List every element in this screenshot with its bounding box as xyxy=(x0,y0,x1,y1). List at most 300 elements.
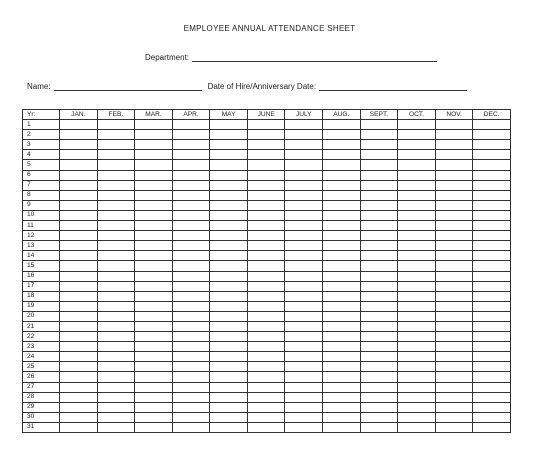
attendance-cell[interactable] xyxy=(60,221,98,231)
attendance-cell[interactable] xyxy=(285,170,323,180)
attendance-cell[interactable] xyxy=(435,352,473,362)
attendance-cell[interactable] xyxy=(247,150,285,160)
attendance-cell[interactable] xyxy=(60,241,98,251)
attendance-cell[interactable] xyxy=(60,352,98,362)
attendance-cell[interactable] xyxy=(210,392,248,402)
attendance-cell[interactable] xyxy=(323,291,361,301)
attendance-cell[interactable] xyxy=(435,231,473,241)
attendance-cell[interactable] xyxy=(435,362,473,372)
attendance-cell[interactable] xyxy=(398,402,436,412)
attendance-cell[interactable] xyxy=(398,301,436,311)
attendance-cell[interactable] xyxy=(97,342,135,352)
attendance-cell[interactable] xyxy=(473,251,511,261)
attendance-cell[interactable] xyxy=(135,200,173,210)
attendance-cell[interactable] xyxy=(360,200,398,210)
attendance-cell[interactable] xyxy=(473,231,511,241)
attendance-cell[interactable] xyxy=(135,392,173,402)
attendance-cell[interactable] xyxy=(398,170,436,180)
attendance-cell[interactable] xyxy=(97,130,135,140)
attendance-cell[interactable] xyxy=(473,362,511,372)
attendance-cell[interactable] xyxy=(172,261,210,271)
attendance-cell[interactable] xyxy=(285,402,323,412)
attendance-cell[interactable] xyxy=(210,321,248,331)
attendance-cell[interactable] xyxy=(247,291,285,301)
attendance-cell[interactable] xyxy=(135,261,173,271)
attendance-cell[interactable] xyxy=(172,170,210,180)
attendance-cell[interactable] xyxy=(285,150,323,160)
attendance-cell[interactable] xyxy=(247,342,285,352)
attendance-cell[interactable] xyxy=(285,271,323,281)
attendance-cell[interactable] xyxy=(398,241,436,251)
attendance-cell[interactable] xyxy=(398,311,436,321)
attendance-cell[interactable] xyxy=(435,412,473,422)
attendance-cell[interactable] xyxy=(285,291,323,301)
attendance-cell[interactable] xyxy=(210,241,248,251)
attendance-cell[interactable] xyxy=(210,170,248,180)
attendance-cell[interactable] xyxy=(210,402,248,412)
attendance-cell[interactable] xyxy=(210,382,248,392)
attendance-cell[interactable] xyxy=(360,422,398,432)
attendance-cell[interactable] xyxy=(285,301,323,311)
attendance-cell[interactable] xyxy=(210,342,248,352)
attendance-cell[interactable] xyxy=(473,130,511,140)
attendance-cell[interactable] xyxy=(97,120,135,130)
attendance-cell[interactable] xyxy=(398,140,436,150)
attendance-cell[interactable] xyxy=(172,392,210,402)
attendance-cell[interactable] xyxy=(172,210,210,220)
attendance-cell[interactable] xyxy=(97,140,135,150)
attendance-cell[interactable] xyxy=(60,200,98,210)
attendance-cell[interactable] xyxy=(210,160,248,170)
attendance-cell[interactable] xyxy=(398,362,436,372)
attendance-cell[interactable] xyxy=(97,311,135,321)
attendance-cell[interactable] xyxy=(435,281,473,291)
attendance-cell[interactable] xyxy=(360,221,398,231)
attendance-cell[interactable] xyxy=(97,392,135,402)
attendance-cell[interactable] xyxy=(360,392,398,402)
attendance-cell[interactable] xyxy=(323,160,361,170)
attendance-cell[interactable] xyxy=(435,372,473,382)
attendance-cell[interactable] xyxy=(435,301,473,311)
attendance-cell[interactable] xyxy=(210,210,248,220)
attendance-cell[interactable] xyxy=(210,231,248,241)
attendance-cell[interactable] xyxy=(323,352,361,362)
attendance-cell[interactable] xyxy=(97,281,135,291)
attendance-cell[interactable] xyxy=(473,422,511,432)
attendance-cell[interactable] xyxy=(285,332,323,342)
attendance-cell[interactable] xyxy=(435,382,473,392)
name-input-line[interactable] xyxy=(54,82,202,91)
attendance-cell[interactable] xyxy=(135,362,173,372)
attendance-cell[interactable] xyxy=(247,160,285,170)
attendance-cell[interactable] xyxy=(60,412,98,422)
attendance-cell[interactable] xyxy=(360,120,398,130)
attendance-cell[interactable] xyxy=(247,140,285,150)
attendance-cell[interactable] xyxy=(60,362,98,372)
attendance-cell[interactable] xyxy=(247,372,285,382)
attendance-cell[interactable] xyxy=(97,301,135,311)
attendance-cell[interactable] xyxy=(285,231,323,241)
attendance-cell[interactable] xyxy=(435,241,473,251)
attendance-cell[interactable] xyxy=(360,210,398,220)
attendance-cell[interactable] xyxy=(435,422,473,432)
attendance-cell[interactable] xyxy=(435,291,473,301)
attendance-cell[interactable] xyxy=(210,301,248,311)
attendance-cell[interactable] xyxy=(398,180,436,190)
attendance-cell[interactable] xyxy=(172,120,210,130)
attendance-cell[interactable] xyxy=(473,261,511,271)
attendance-cell[interactable] xyxy=(360,251,398,261)
attendance-cell[interactable] xyxy=(323,332,361,342)
attendance-cell[interactable] xyxy=(323,130,361,140)
attendance-cell[interactable] xyxy=(247,210,285,220)
attendance-cell[interactable] xyxy=(360,382,398,392)
attendance-cell[interactable] xyxy=(135,402,173,412)
attendance-cell[interactable] xyxy=(97,332,135,342)
attendance-cell[interactable] xyxy=(247,221,285,231)
attendance-cell[interactable] xyxy=(323,190,361,200)
attendance-cell[interactable] xyxy=(135,241,173,251)
attendance-cell[interactable] xyxy=(360,291,398,301)
attendance-cell[interactable] xyxy=(172,200,210,210)
attendance-cell[interactable] xyxy=(97,150,135,160)
attendance-cell[interactable] xyxy=(247,402,285,412)
attendance-cell[interactable] xyxy=(247,231,285,241)
attendance-cell[interactable] xyxy=(285,140,323,150)
attendance-cell[interactable] xyxy=(172,372,210,382)
attendance-cell[interactable] xyxy=(247,130,285,140)
attendance-cell[interactable] xyxy=(398,392,436,402)
attendance-cell[interactable] xyxy=(435,251,473,261)
attendance-cell[interactable] xyxy=(135,271,173,281)
attendance-cell[interactable] xyxy=(473,170,511,180)
attendance-cell[interactable] xyxy=(435,332,473,342)
attendance-cell[interactable] xyxy=(247,352,285,362)
attendance-cell[interactable] xyxy=(135,332,173,342)
attendance-cell[interactable] xyxy=(135,160,173,170)
attendance-cell[interactable] xyxy=(323,140,361,150)
attendance-cell[interactable] xyxy=(210,271,248,281)
attendance-cell[interactable] xyxy=(398,120,436,130)
attendance-cell[interactable] xyxy=(210,281,248,291)
attendance-cell[interactable] xyxy=(135,412,173,422)
attendance-cell[interactable] xyxy=(210,120,248,130)
attendance-cell[interactable] xyxy=(135,150,173,160)
attendance-cell[interactable] xyxy=(323,210,361,220)
attendance-cell[interactable] xyxy=(60,210,98,220)
attendance-cell[interactable] xyxy=(285,190,323,200)
attendance-cell[interactable] xyxy=(285,342,323,352)
attendance-cell[interactable] xyxy=(97,241,135,251)
attendance-cell[interactable] xyxy=(473,342,511,352)
attendance-cell[interactable] xyxy=(285,261,323,271)
attendance-cell[interactable] xyxy=(247,321,285,331)
attendance-cell[interactable] xyxy=(172,301,210,311)
attendance-cell[interactable] xyxy=(323,311,361,321)
attendance-cell[interactable] xyxy=(435,200,473,210)
attendance-cell[interactable] xyxy=(60,311,98,321)
attendance-cell[interactable] xyxy=(97,412,135,422)
attendance-cell[interactable] xyxy=(97,291,135,301)
attendance-cell[interactable] xyxy=(172,140,210,150)
attendance-cell[interactable] xyxy=(435,261,473,271)
attendance-cell[interactable] xyxy=(323,120,361,130)
attendance-cell[interactable] xyxy=(60,150,98,160)
attendance-cell[interactable] xyxy=(247,190,285,200)
attendance-cell[interactable] xyxy=(60,301,98,311)
attendance-cell[interactable] xyxy=(398,190,436,200)
attendance-cell[interactable] xyxy=(435,150,473,160)
attendance-cell[interactable] xyxy=(135,291,173,301)
attendance-cell[interactable] xyxy=(398,332,436,342)
attendance-cell[interactable] xyxy=(398,342,436,352)
attendance-cell[interactable] xyxy=(398,221,436,231)
attendance-cell[interactable] xyxy=(398,382,436,392)
attendance-cell[interactable] xyxy=(473,271,511,281)
attendance-cell[interactable] xyxy=(172,180,210,190)
attendance-cell[interactable] xyxy=(60,332,98,342)
attendance-cell[interactable] xyxy=(97,221,135,231)
attendance-cell[interactable] xyxy=(60,342,98,352)
attendance-cell[interactable] xyxy=(473,382,511,392)
attendance-cell[interactable] xyxy=(97,261,135,271)
attendance-cell[interactable] xyxy=(135,231,173,241)
attendance-cell[interactable] xyxy=(398,321,436,331)
attendance-cell[interactable] xyxy=(360,130,398,140)
attendance-cell[interactable] xyxy=(60,231,98,241)
attendance-cell[interactable] xyxy=(323,200,361,210)
attendance-cell[interactable] xyxy=(210,140,248,150)
attendance-cell[interactable] xyxy=(473,210,511,220)
attendance-cell[interactable] xyxy=(323,271,361,281)
attendance-cell[interactable] xyxy=(97,231,135,241)
attendance-cell[interactable] xyxy=(323,221,361,231)
attendance-cell[interactable] xyxy=(285,251,323,261)
attendance-cell[interactable] xyxy=(210,372,248,382)
attendance-cell[interactable] xyxy=(172,402,210,412)
attendance-cell[interactable] xyxy=(360,271,398,281)
attendance-cell[interactable] xyxy=(285,311,323,321)
attendance-cell[interactable] xyxy=(172,342,210,352)
attendance-cell[interactable] xyxy=(210,190,248,200)
attendance-cell[interactable] xyxy=(210,261,248,271)
attendance-cell[interactable] xyxy=(210,291,248,301)
attendance-cell[interactable] xyxy=(135,382,173,392)
attendance-cell[interactable] xyxy=(172,281,210,291)
attendance-cell[interactable] xyxy=(60,251,98,261)
attendance-cell[interactable] xyxy=(323,261,361,271)
attendance-cell[interactable] xyxy=(135,301,173,311)
attendance-cell[interactable] xyxy=(135,140,173,150)
attendance-cell[interactable] xyxy=(435,170,473,180)
attendance-cell[interactable] xyxy=(60,271,98,281)
attendance-cell[interactable] xyxy=(135,321,173,331)
attendance-cell[interactable] xyxy=(435,392,473,402)
attendance-cell[interactable] xyxy=(473,372,511,382)
attendance-cell[interactable] xyxy=(60,190,98,200)
attendance-cell[interactable] xyxy=(360,412,398,422)
attendance-cell[interactable] xyxy=(398,261,436,271)
attendance-cell[interactable] xyxy=(60,130,98,140)
attendance-cell[interactable] xyxy=(435,130,473,140)
attendance-cell[interactable] xyxy=(60,160,98,170)
attendance-cell[interactable] xyxy=(473,321,511,331)
attendance-cell[interactable] xyxy=(473,402,511,412)
attendance-cell[interactable] xyxy=(360,352,398,362)
attendance-cell[interactable] xyxy=(323,251,361,261)
attendance-cell[interactable] xyxy=(247,241,285,251)
attendance-cell[interactable] xyxy=(473,291,511,301)
attendance-cell[interactable] xyxy=(60,392,98,402)
attendance-cell[interactable] xyxy=(473,281,511,291)
attendance-cell[interactable] xyxy=(97,160,135,170)
attendance-cell[interactable] xyxy=(172,382,210,392)
attendance-cell[interactable] xyxy=(172,321,210,331)
attendance-cell[interactable] xyxy=(360,281,398,291)
attendance-cell[interactable] xyxy=(247,170,285,180)
attendance-cell[interactable] xyxy=(473,332,511,342)
attendance-cell[interactable] xyxy=(360,170,398,180)
attendance-cell[interactable] xyxy=(247,422,285,432)
attendance-cell[interactable] xyxy=(360,190,398,200)
attendance-cell[interactable] xyxy=(97,170,135,180)
attendance-cell[interactable] xyxy=(398,271,436,281)
attendance-cell[interactable] xyxy=(60,382,98,392)
attendance-cell[interactable] xyxy=(247,200,285,210)
attendance-cell[interactable] xyxy=(323,362,361,372)
attendance-cell[interactable] xyxy=(323,241,361,251)
attendance-cell[interactable] xyxy=(398,422,436,432)
attendance-cell[interactable] xyxy=(97,382,135,392)
attendance-cell[interactable] xyxy=(435,160,473,170)
attendance-cell[interactable] xyxy=(247,311,285,321)
attendance-cell[interactable] xyxy=(398,150,436,160)
attendance-cell[interactable] xyxy=(247,412,285,422)
attendance-cell[interactable] xyxy=(172,150,210,160)
attendance-cell[interactable] xyxy=(172,190,210,200)
attendance-cell[interactable] xyxy=(360,241,398,251)
attendance-cell[interactable] xyxy=(135,210,173,220)
attendance-cell[interactable] xyxy=(60,281,98,291)
attendance-cell[interactable] xyxy=(323,321,361,331)
attendance-cell[interactable] xyxy=(285,180,323,190)
attendance-cell[interactable] xyxy=(285,422,323,432)
attendance-cell[interactable] xyxy=(398,412,436,422)
attendance-cell[interactable] xyxy=(398,200,436,210)
attendance-cell[interactable] xyxy=(247,382,285,392)
attendance-cell[interactable] xyxy=(97,372,135,382)
attendance-cell[interactable] xyxy=(285,362,323,372)
attendance-cell[interactable] xyxy=(60,422,98,432)
attendance-cell[interactable] xyxy=(435,210,473,220)
attendance-cell[interactable] xyxy=(323,372,361,382)
attendance-cell[interactable] xyxy=(323,170,361,180)
attendance-cell[interactable] xyxy=(323,231,361,241)
hire-date-input-line[interactable] xyxy=(319,82,467,91)
attendance-cell[interactable] xyxy=(360,402,398,412)
attendance-cell[interactable] xyxy=(323,281,361,291)
attendance-cell[interactable] xyxy=(435,190,473,200)
attendance-cell[interactable] xyxy=(360,342,398,352)
attendance-cell[interactable] xyxy=(210,221,248,231)
attendance-cell[interactable] xyxy=(323,402,361,412)
attendance-cell[interactable] xyxy=(360,261,398,271)
attendance-cell[interactable] xyxy=(435,342,473,352)
attendance-cell[interactable] xyxy=(435,321,473,331)
attendance-cell[interactable] xyxy=(60,321,98,331)
attendance-cell[interactable] xyxy=(473,392,511,402)
attendance-cell[interactable] xyxy=(360,140,398,150)
attendance-cell[interactable] xyxy=(247,120,285,130)
attendance-cell[interactable] xyxy=(435,402,473,412)
attendance-cell[interactable] xyxy=(247,362,285,372)
attendance-cell[interactable] xyxy=(360,180,398,190)
attendance-cell[interactable] xyxy=(360,372,398,382)
attendance-cell[interactable] xyxy=(285,120,323,130)
attendance-cell[interactable] xyxy=(210,130,248,140)
attendance-cell[interactable] xyxy=(360,321,398,331)
attendance-cell[interactable] xyxy=(135,130,173,140)
attendance-cell[interactable] xyxy=(210,332,248,342)
attendance-cell[interactable] xyxy=(210,251,248,261)
attendance-cell[interactable] xyxy=(172,231,210,241)
attendance-cell[interactable] xyxy=(135,281,173,291)
attendance-cell[interactable] xyxy=(398,281,436,291)
attendance-cell[interactable] xyxy=(210,200,248,210)
attendance-cell[interactable] xyxy=(60,372,98,382)
attendance-cell[interactable] xyxy=(135,422,173,432)
attendance-cell[interactable] xyxy=(97,352,135,362)
attendance-cell[interactable] xyxy=(135,120,173,130)
attendance-cell[interactable] xyxy=(172,221,210,231)
attendance-cell[interactable] xyxy=(360,311,398,321)
attendance-cell[interactable] xyxy=(172,362,210,372)
attendance-cell[interactable] xyxy=(135,170,173,180)
attendance-cell[interactable] xyxy=(473,301,511,311)
attendance-cell[interactable] xyxy=(323,412,361,422)
attendance-cell[interactable] xyxy=(285,281,323,291)
attendance-cell[interactable] xyxy=(285,392,323,402)
attendance-cell[interactable] xyxy=(172,412,210,422)
attendance-cell[interactable] xyxy=(135,221,173,231)
attendance-cell[interactable] xyxy=(398,130,436,140)
attendance-cell[interactable] xyxy=(210,150,248,160)
attendance-cell[interactable] xyxy=(172,251,210,261)
attendance-cell[interactable] xyxy=(172,291,210,301)
attendance-cell[interactable] xyxy=(210,311,248,321)
attendance-cell[interactable] xyxy=(360,160,398,170)
attendance-cell[interactable] xyxy=(473,352,511,362)
attendance-cell[interactable] xyxy=(285,210,323,220)
attendance-cell[interactable] xyxy=(210,362,248,372)
attendance-cell[interactable] xyxy=(285,130,323,140)
attendance-cell[interactable] xyxy=(285,352,323,362)
attendance-cell[interactable] xyxy=(247,271,285,281)
attendance-cell[interactable] xyxy=(60,140,98,150)
attendance-cell[interactable] xyxy=(97,251,135,261)
attendance-cell[interactable] xyxy=(135,251,173,261)
attendance-cell[interactable] xyxy=(473,311,511,321)
attendance-cell[interactable] xyxy=(60,261,98,271)
attendance-cell[interactable] xyxy=(210,422,248,432)
attendance-cell[interactable] xyxy=(60,120,98,130)
attendance-cell[interactable] xyxy=(473,150,511,160)
attendance-cell[interactable] xyxy=(360,362,398,372)
attendance-cell[interactable] xyxy=(172,160,210,170)
attendance-cell[interactable] xyxy=(360,332,398,342)
attendance-cell[interactable] xyxy=(97,362,135,372)
attendance-cell[interactable] xyxy=(398,372,436,382)
